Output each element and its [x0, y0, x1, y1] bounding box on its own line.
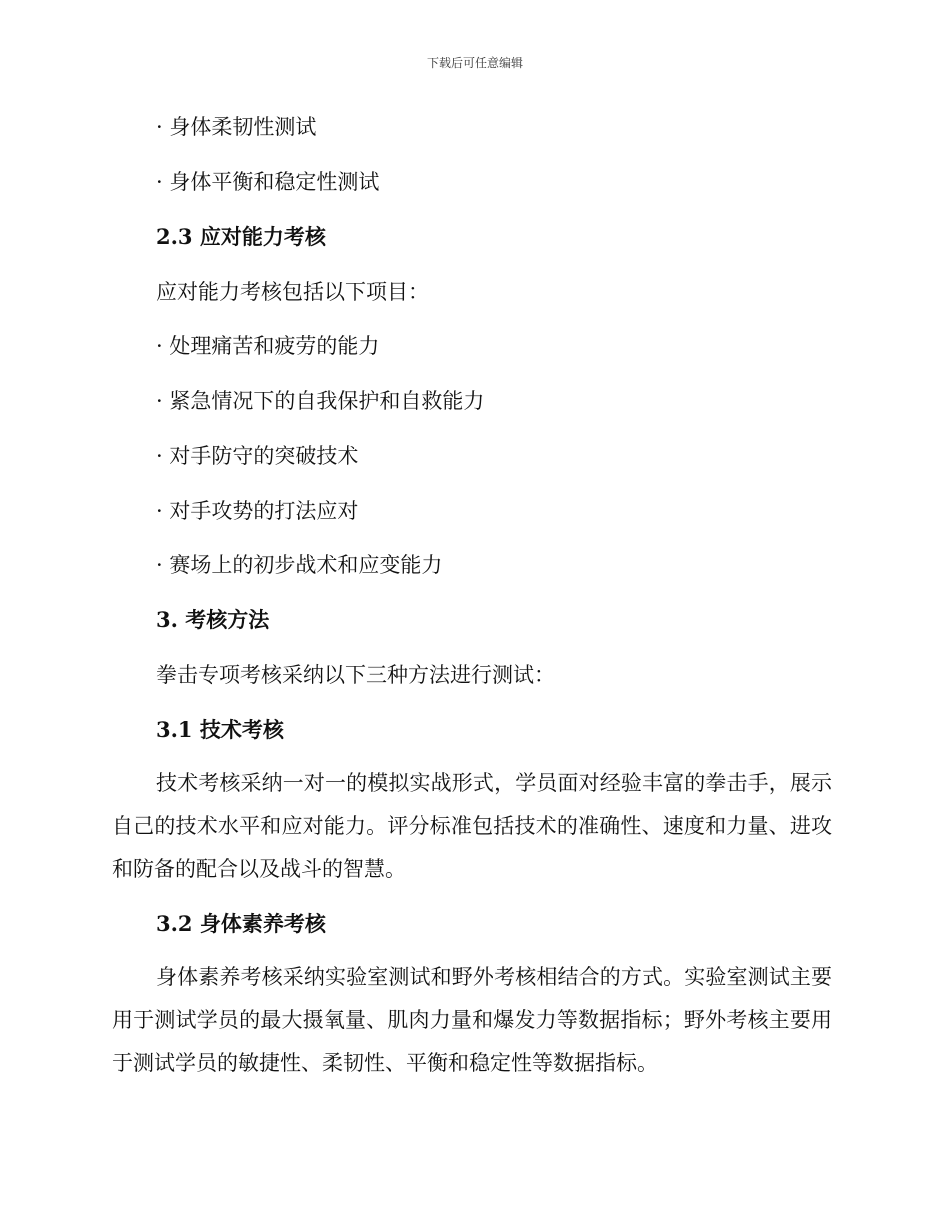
heading-3-2: 3.2 身体素养考核 — [156, 911, 326, 936]
heading-3: 3. 考核方法 — [156, 607, 270, 632]
heading-2-3: 2.3 应对能力考核 — [156, 224, 326, 249]
bullet-flexibility-test: · 身体柔韧性测试 — [156, 115, 317, 139]
heading-3-1: 3.1 技术考核 — [156, 717, 284, 742]
bullet-attack-response: · 对手攻势的打法应对 — [156, 499, 359, 523]
bullet-pain-fatigue: · 处理痛苦和疲劳的能力 — [156, 334, 380, 358]
intro-2-3: 应对能力考核包括以下项目： — [156, 280, 429, 304]
paragraph-3-2: 身体素养考核采纳实验室测试和野外考核相结合的方式。实验室测试主要用于测试学员的最大摄氧量、肌肉力量和爆发力等数据指标；野外考核主要用于测试学员的敏捷性、柔韧性、平衡和稳定性等数据指标。 — [112, 965, 832, 1075]
paragraph-3-1: 技术考核采纳一对一的模拟实战形式，学员面对经验丰富的拳击手，展示自己的技术水平和应对能力。评分标准包括技术的准确性、速度和力量、进攻和防备的配合以及战斗的智慧。 — [112, 771, 832, 881]
bullet-balance-test: · 身体平衡和稳定性测试 — [156, 170, 380, 194]
bullet-tactics: · 赛场上的初步战术和应变能力 — [156, 553, 443, 577]
bullet-self-protection: · 紧急情况下的自我保护和自救能力 — [156, 389, 485, 413]
page-header: 下载后可任意编辑 — [426, 56, 523, 70]
bullet-defense-breakthrough: · 对手防守的突破技术 — [156, 444, 359, 468]
intro-3: 拳击专项考核采纳以下三种方法进行测试： — [156, 663, 555, 687]
